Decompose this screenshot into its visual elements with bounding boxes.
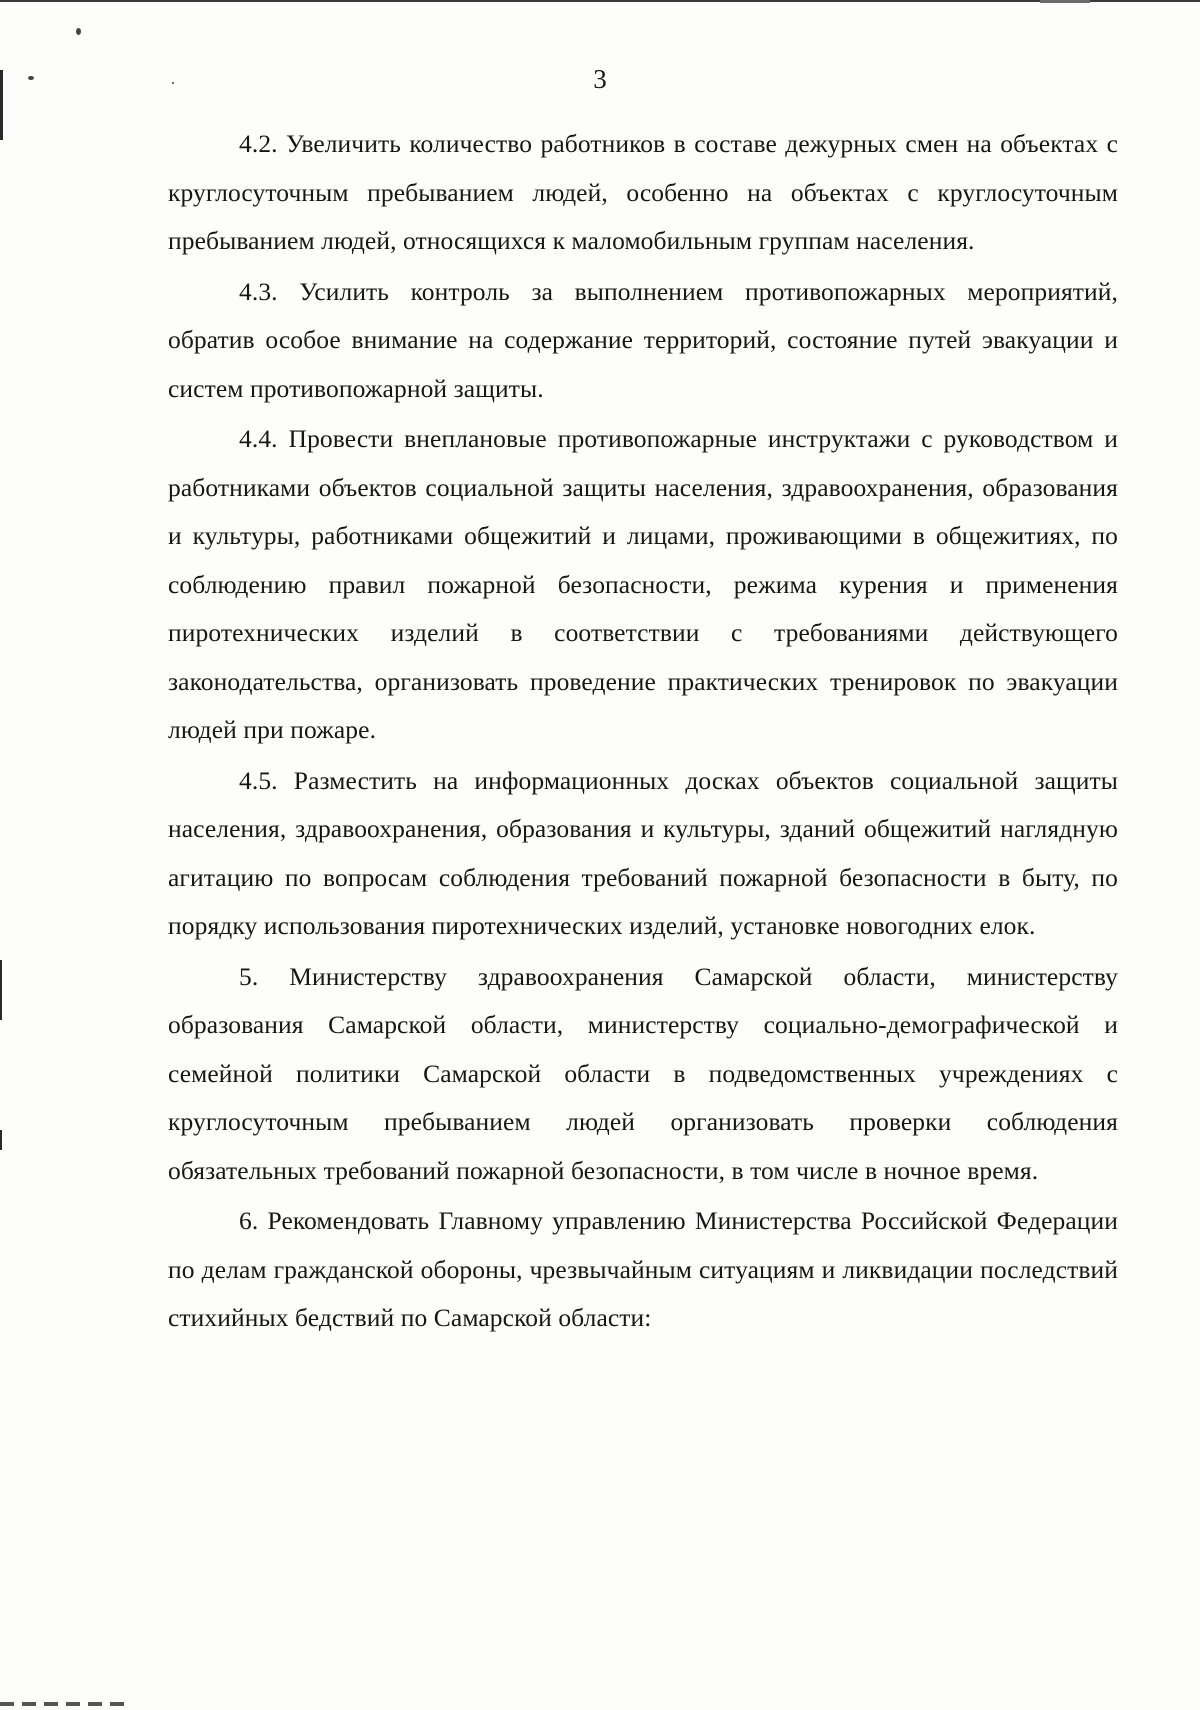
- paragraph-4-5: 4.5. Разместить на информационных досках объектов социальной защиты населения, здравоохранения, образования и культуры, зданий общежитий наглядную агитацию по вопросам соблюдения требований пожарной безопасности в быту, по порядку использования пиротехнических изделий, установке новогодних елок.: [168, 765, 1118, 940]
- scan-mark-top-right: [1040, 0, 1090, 3]
- paragraph-4-4: 4.4. Провести внеплановые противопожарные инструктажи с руководством и работниками объектов социальной защиты населения, здравоохранения, образования и культуры, работниками общежитий и лицами, проживающими в общежитиях, по соблюдению правил пожарной безопасности, режима курения и применения пиротехнических изделий в соответствии с требованиями действующего законодательства, организовать проведение практических тренировок по эвакуации людей при пожаре.: [168, 424, 1118, 744]
- document-body: [168, 120, 1118, 1343]
- paragraph-5: 5. Министерству здравоохранения Самарской области, министерству образования Самарской области, министерству социально-демографической и семейной политики Самарской области в подведомственных учреждениях с круглосуточным пребыванием людей организовать проверки соблюдения обязательных требований пожарной безопасности, в том числе в ночное время.: [168, 961, 1118, 1185]
- scan-mark-bottom: [0, 1702, 130, 1706]
- paragraph-6: 6. Рекомендовать Главному управлению Министерства Российской Федерации по делам гражданской обороны, чрезвычайным ситуациям и ликвидации последствий стихийных бедствий по Самарской области:: [168, 1206, 1118, 1332]
- paragraph-4-2: 4.2. Увеличить количество работников в составе дежурных смен на объектах с круглосуточным пребыванием людей, особенно на объектах с круглосуточным пребыванием людей, относящихся к маломобильным группам населения.: [168, 129, 1118, 255]
- page-number: 3: [593, 64, 607, 94]
- scan-edge-top: [0, 0, 1200, 2]
- paragraph-4-3: 4.3. Усилить контроль за выполнением противопожарных мероприятий, обратив особое внимание на содержание территорий, состояние путей эвакуации и систем противопожарной защиты.: [168, 276, 1118, 403]
- scan-speck: [76, 28, 81, 35]
- scan-edge-left: [0, 1130, 2, 1150]
- scan-edge-left: [0, 960, 2, 1020]
